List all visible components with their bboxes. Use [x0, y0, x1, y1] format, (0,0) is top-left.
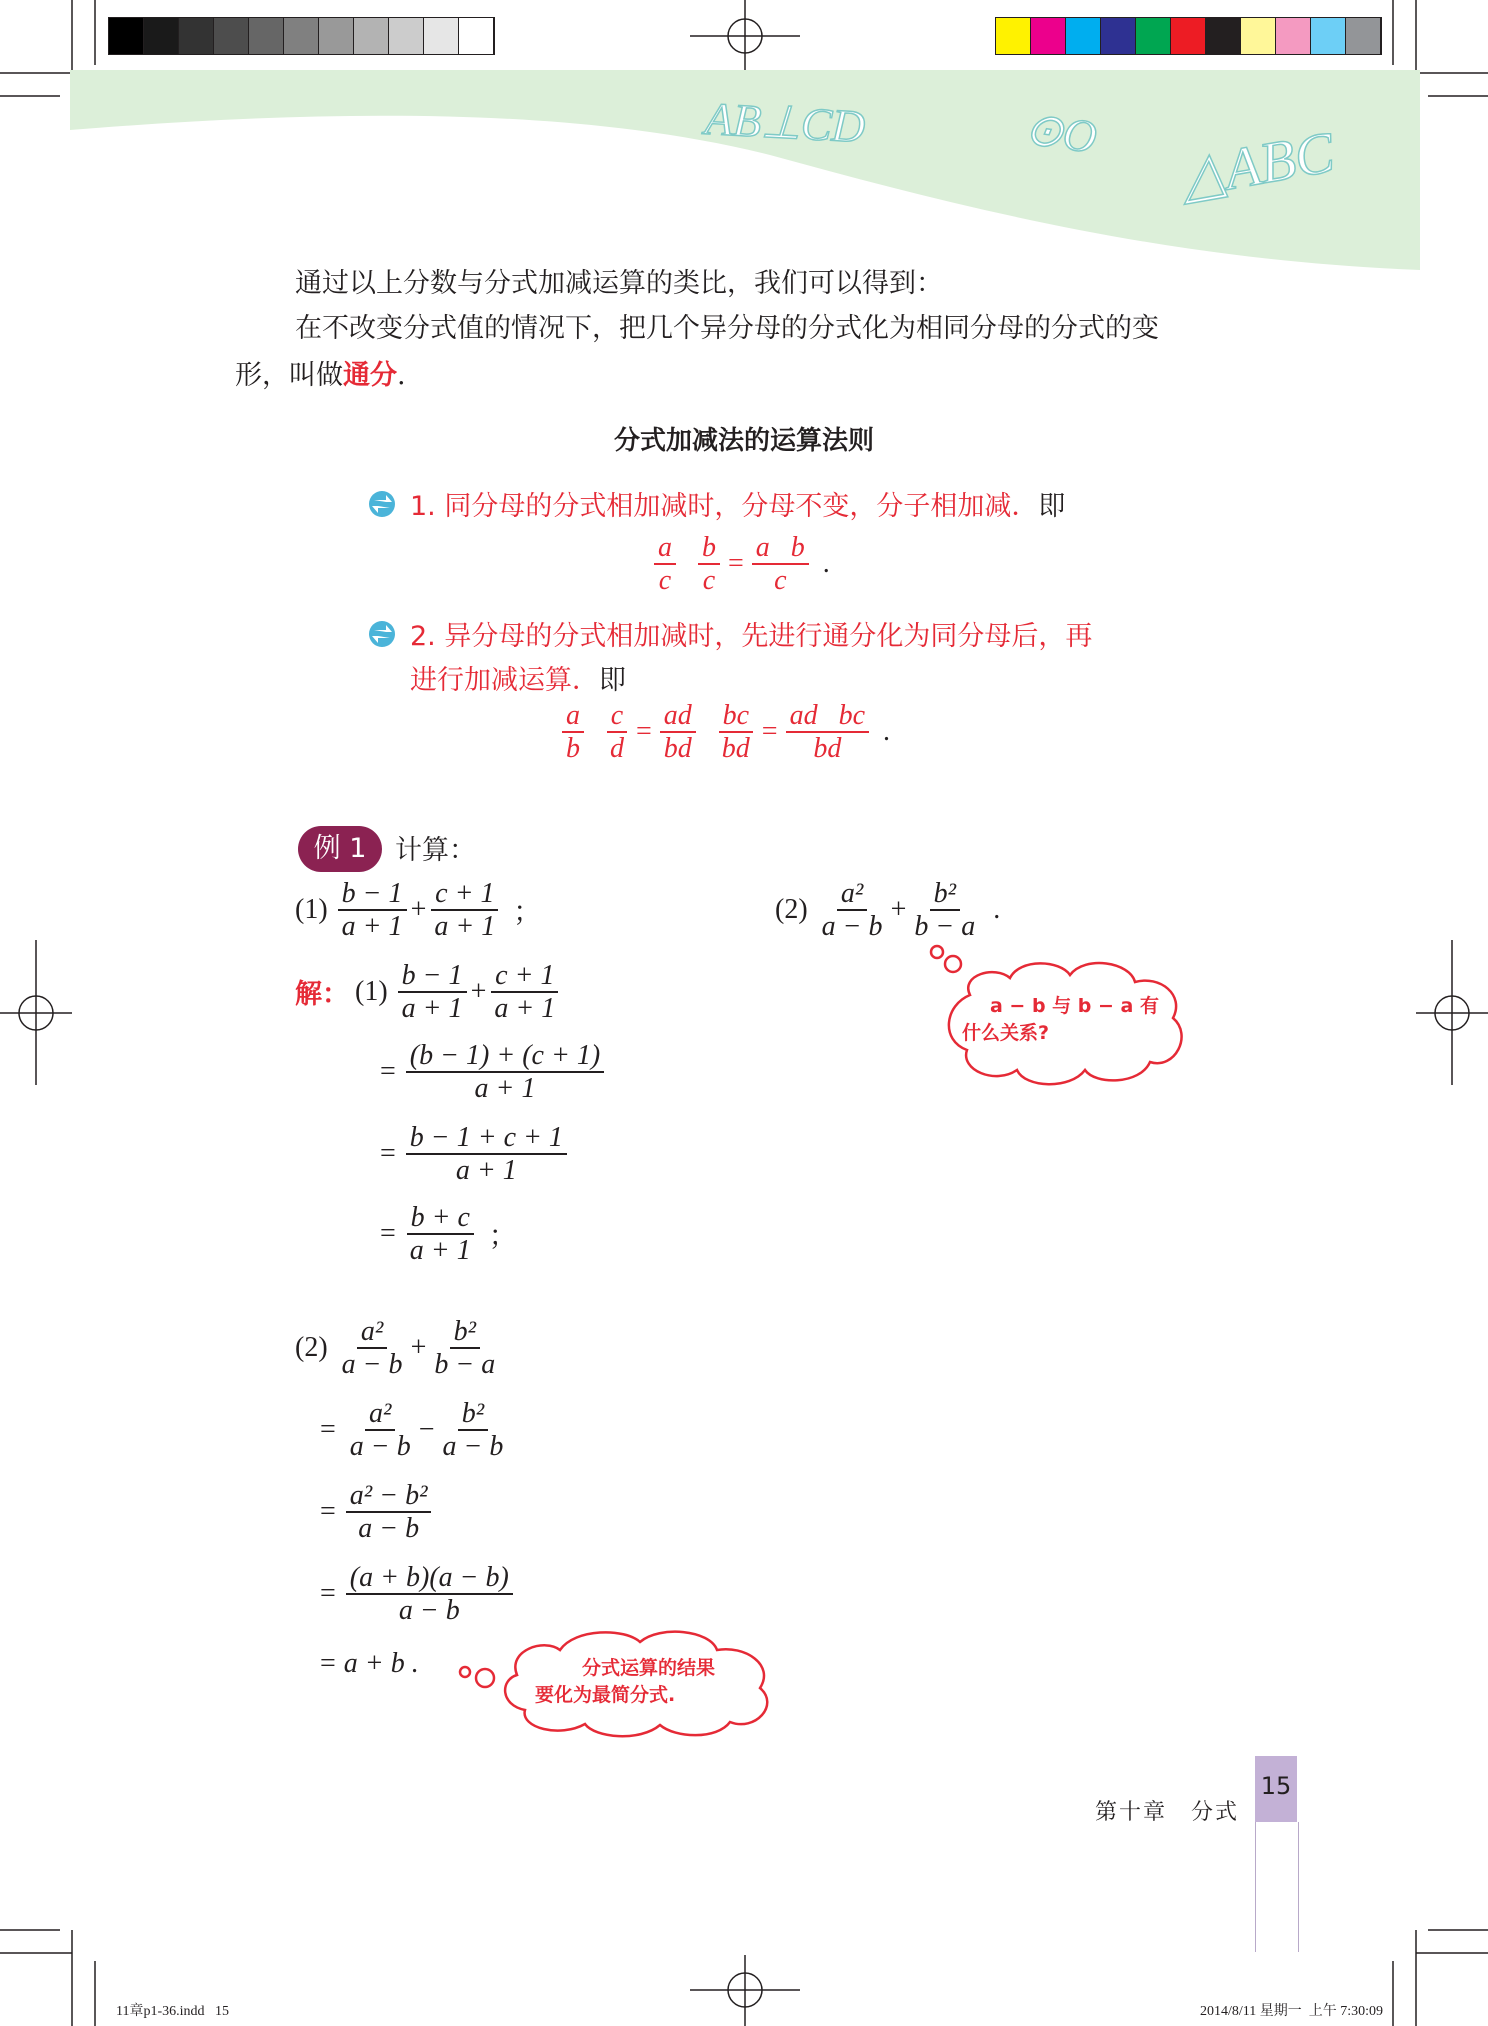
solution-2-step-5 [320, 1648, 419, 1680]
rule-1-body: 1. 同分母的分式相加减时，分母不变，分子相加减． [410, 491, 1039, 522]
page-number: 15 [1260, 1772, 1292, 1800]
bubble-1-line-1: a − b 与 b − a 有 [990, 995, 1159, 1017]
file-info: 11章p1-36.indd 15 [116, 2004, 230, 2019]
chapter-title: 第十章 分式 [1095, 1800, 1240, 1825]
problem-2-end: . [993, 894, 1001, 926]
print-timestamp: 2014/8/11 星期一 上午 7:30:09 [1200, 2004, 1384, 2019]
s2-step3-equals: = [320, 1496, 336, 1528]
bubble-2-line-2: 要化为最简分式. [535, 1684, 676, 1706]
solution-2-step-1 [295, 1316, 503, 1381]
term-tongfen: 通分 [343, 360, 397, 391]
s2-step3-frac: $\frac{\text{a² − b²}}{a - b}$ [346, 1480, 432, 1545]
s2-step4-frac: $\frac{(a + b)(a - b)}{a - b}$ [346, 1562, 513, 1627]
rule-1-frac-2: $\frac{b}{c}$ [698, 532, 720, 597]
rule-1-period: . [822, 548, 830, 580]
rule-2-text-line-1: 2. 异分母的分式相加减时，先进行通分化为同分母后，再 [410, 621, 1093, 652]
color-swatch-4 [1136, 18, 1171, 54]
rule-1-frac-1: $\frac{a}{c}$ [654, 532, 676, 597]
s2-step2-equals: = [320, 1414, 336, 1446]
example-prompt: 计算： [395, 835, 476, 866]
intro-line-1: 通过以上分数与分式加减运算的类比，我们可以得到： [295, 268, 943, 299]
example-badge: 例 1 [298, 826, 382, 872]
color-swatch-10 [1346, 18, 1381, 54]
s2-step1-frac-1: $\frac{\text{a²}}{a - b}$ [341, 1316, 403, 1381]
s2-step4-equals: = [320, 1578, 336, 1610]
color-swatch-8 [1276, 18, 1311, 54]
s2-step1-frac-2: $\frac{\text{b²}}{b - a}$ [434, 1316, 496, 1381]
gray-swatch-10 [459, 18, 494, 54]
s1-step2-equals: = [380, 1056, 396, 1088]
rule-1-text [410, 484, 1065, 523]
header-geometry-triangle: △ABC [1175, 119, 1339, 210]
s2-step2-minus: − [418, 1414, 435, 1446]
gray-swatch-3 [214, 18, 249, 54]
gray-swatch-2 [179, 18, 214, 54]
problem-1-plus: + [410, 894, 427, 926]
s2-step5-equals: = [320, 1648, 336, 1679]
problem-1 [295, 878, 541, 943]
problem-1-frac-1: $\frac{b - 1}{a + 1}$ [338, 878, 407, 943]
color-swatch-bar [995, 17, 1382, 55]
solution-1-step-3 [380, 1122, 571, 1187]
color-swatch-0 [996, 18, 1031, 54]
rule-2-equals-1: = [636, 716, 652, 748]
solution-2-step-3 [320, 1480, 435, 1545]
problem-2-label: (2) [775, 894, 808, 926]
rule-1-equals: = [728, 548, 744, 580]
solution-1-step-4 [380, 1202, 517, 1267]
intro-line-3 [235, 354, 406, 398]
solution-1-step-1 [355, 960, 563, 1025]
bubble-1-line-2: 什么关系? [962, 1022, 1050, 1044]
s1-step4-frac: $\frac{b + c}{a + 1}$ [406, 1202, 475, 1267]
gray-swatch-8 [389, 18, 424, 54]
problem-1-frac-2: $\frac{c + 1}{a + 1}$ [430, 878, 499, 943]
gray-swatch-1 [144, 18, 179, 54]
rule-2-frac-3: $\frac{ad}{bd}$ [660, 700, 696, 765]
s1-step3-equals: = [380, 1138, 396, 1170]
rule-2-suffix: 即 [599, 665, 626, 696]
problem-2-frac-1: $\frac{\text{a²}}{a - b}$ [821, 878, 883, 943]
color-swatch-9 [1311, 18, 1346, 54]
color-swatch-7 [1241, 18, 1276, 54]
problem-2 [775, 878, 1000, 943]
rule-2-formula [558, 700, 890, 765]
problem-2-plus: + [890, 894, 907, 926]
rule-2-frac-4: $\frac{bc}{bd}$ [718, 700, 754, 765]
gray-swatch-7 [354, 18, 389, 54]
solution-2-step-2 [320, 1398, 511, 1463]
intro-line-2: 在不改变分式值的情况下，把几个异分母的分式化为相同分母的分式的变 [295, 313, 1159, 344]
s2-step1-plus: + [410, 1332, 427, 1364]
s1-step1-frac-2: $\frac{c + 1}{a + 1}$ [490, 960, 559, 1025]
rule-1-formula [650, 532, 830, 597]
gray-swatch-6 [319, 18, 354, 54]
rule-2-frac-1: $\frac{a}{b}$ [562, 700, 584, 765]
header-geometry-circle: ⊙O [1021, 102, 1100, 163]
rule-2-equals-2: = [761, 716, 778, 748]
rule-2-body: 进行加减运算． [410, 665, 599, 696]
s1-step4-equals: = [380, 1218, 396, 1250]
solution-2-step-4 [320, 1562, 517, 1627]
rule-2-frac-2: $\frac{c}{d}$ [606, 700, 628, 765]
header-geometry-ab-cd: AB⊥CD [703, 92, 867, 153]
color-swatch-1 [1031, 18, 1066, 54]
color-swatch-6 [1206, 18, 1241, 54]
gray-swatch-4 [249, 18, 284, 54]
problem-2-frac-2: $\frac{\text{b²}}{b - a}$ [914, 878, 976, 943]
solution-2-label: (2) [295, 1332, 328, 1364]
rule-1-frac-3: $\frac{\text{a b}}{c}$ [752, 532, 809, 597]
s2-step2-frac-1: $\frac{\text{a²}}{a - b}$ [349, 1398, 411, 1463]
gray-swatch-5 [284, 18, 319, 54]
intro-line-3-end: . [397, 360, 406, 391]
bubble-2-line-1: 分式运算的结果 [582, 1657, 716, 1679]
s1-step1-frac-1: $\frac{b - 1}{a + 1}$ [398, 960, 467, 1025]
gray-swatch-bar [108, 17, 495, 55]
color-swatch-3 [1101, 18, 1136, 54]
s1-step3-frac: $\frac{b - 1 + c + 1}{a + 1}$ [406, 1122, 567, 1187]
rules-title: 分式加减法的运算法则 [613, 426, 874, 456]
s1-step1-plus: + [470, 976, 487, 1008]
rule-1-suffix: 即 [1038, 491, 1066, 522]
color-swatch-5 [1171, 18, 1206, 54]
s2-step2-frac-2: $\frac{\text{b²}}{a - b}$ [442, 1398, 504, 1463]
solution-1-label: (1) [355, 976, 388, 1008]
problem-1-end: ； [513, 895, 542, 929]
gray-swatch-9 [424, 18, 459, 54]
intro-line-3-text: 形，叫做 [235, 360, 343, 391]
rule-2-text-line-2 [410, 658, 626, 697]
rule-2-frac-5: $\frac{\text{ad bc}}{bd}$ [786, 700, 869, 765]
problem-1-label: (1) [295, 894, 328, 926]
gray-swatch-0 [109, 18, 144, 54]
s1-step4-end: ； [488, 1219, 517, 1253]
rule-2-period: . [883, 716, 891, 748]
s2-step5-result: a + b . [343, 1648, 419, 1679]
solution-label: 解： [295, 979, 349, 1010]
rule-2-arrow-icon [368, 620, 396, 648]
color-swatch-2 [1066, 18, 1101, 54]
rule-1-arrow-icon [368, 490, 396, 518]
page-edge-line [1255, 1822, 1299, 1952]
solution-1-step-2 [380, 1040, 608, 1105]
s1-step2-frac: $\frac{(b - 1) + (c + 1)}{a + 1}$ [406, 1040, 604, 1105]
